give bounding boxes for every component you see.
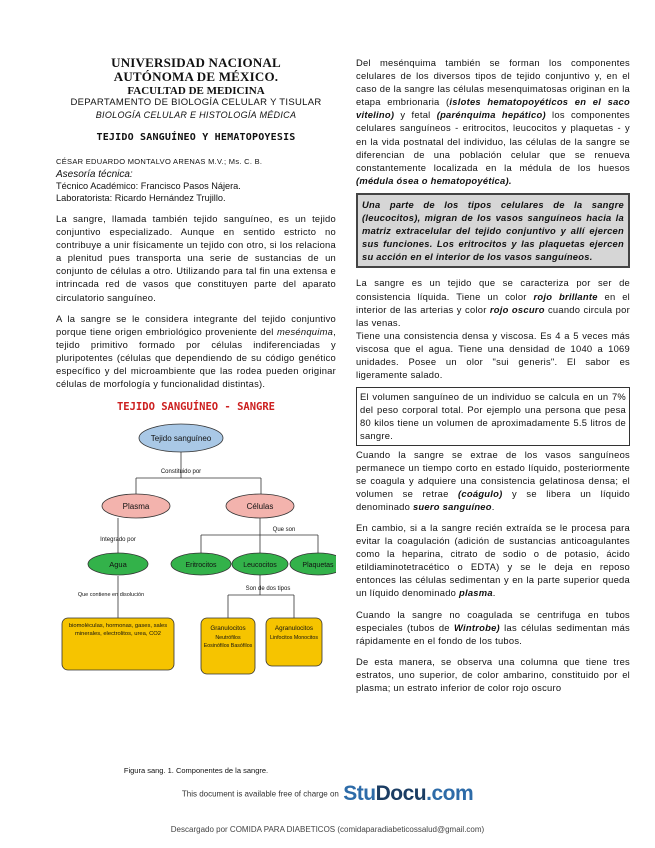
advisory-heading: Asesoría técnica: [56,169,133,180]
node-leukocytes-label: Leucocitos [243,562,277,570]
label-integrated-by: Integrado por [100,537,136,544]
label-contains: Que contiene en disolución [77,592,145,599]
paragraph-mesenquima: Del mesénquima también se forman los componentes celulares de los diversos tipos de tejido conjuntivo y, en el caso de la sangre las células mesenquimatosas originan en la etapa embrionaria (islotes hematopoyéticos en el saco vitelino) y fetal (parénquima hepático) los componentes celulares sanguíneos - eritrocitos, leucocitos y plaquetas - y en la vida postnatal del individuo, las células de la sangre se diferencian de una población celular que se renueva constantemente localizada en la médula de los huesos (médula ósea o hematopoyética). [356,57,630,186]
paragraph-consistency: La sangre es un tejido que se caracteriza por ser de consistencia líquida. Tiene un color rojo brillante en el interior de las arterias y color rojo oscuro cuando circula por las venas. [356,277,630,328]
node-agranulocytes-types: Linfocitos Monocitos [270,635,318,642]
paragraph-viscosity: Tiene una consistencia densa y viscosa. Es 4 a 5 veces más viscosa que el agua. Tiene una densidad de 1040 a 1069 unidades. Posee un olor "sui generis". El sabor es ligeramente salado. [356,329,630,381]
advisor-1: Técnico Académico: Francisco Pasos Nájera. [56,181,241,191]
paragraph-intro: La sangre, llamada también tejido sanguíneo, es un tejido conjuntivo especializado. Aunque en sentido estricto no contribuye a unir físicamente un tejido con otro, si los relaciona a plenitud pues transporta una serie de sustancias de un conjunto de células a otro. Utilizando para tal fin una extensa e intrincada red de vasos que constituyen parte del aparato circulatorio sanguíneo. [56,213,336,303]
university-name-line1: UNIVERSIDAD NACIONAL [111,55,281,70]
connector-lines [118,451,318,618]
figure-caption: Figura sang. 1. Componentes de la sangre. [123,766,269,775]
label-constituted-by: Constituido por [160,469,202,476]
node-water-label: Agua [109,560,127,570]
node-solutes-label: biomoléculas, hormonas, gases, sales minerales, electrolitos, urea, CO2 [68,623,168,638]
shaded-note-leukocytes: Una parte de los tipos celulares de la sangre (leucocitos), migran de los vasos sanguíneos hacia la matriz extracelular del tejido conjuntivo y allí ejercen sus funciones. Los eritrocitos y las plaquetas ejercen su acción en el interior de los vasos sanguíneos. [356,193,630,268]
footer-available-text: This document is available free of charge on [181,789,339,799]
paragraph-origin: A la sangre se le considera integrante del tejido conjuntivo porque tiene origen embriológico proveniente del mesénquima, tejido primitivo formado por células indiferenciadas y pluripotentes (células que dependiendo de su código genético específico y del microambiente que las rodea pueden originar células de morfología y funcionalidad distintas). [56,312,336,390]
studocu-footer [0,782,655,806]
node-platelets-label: Plaquetas [302,562,334,570]
boxed-note-volume: El volumen sanguíneo de un individuo se calcula en un 7% del peso corporal total. Por ejemplo una persona que pesa 80 kilos tiene un volumen de aproximadamente 5.5 litros de sangre. [356,387,630,445]
paragraph-anticoagulant: En cambio, si a la sangre recién extraída se le procesa para evitar la coagulación (adición de sustancias anticoagulantes como la heparina, citrato de sodio o de potasio, ácido etildiaminotetracético o EDTA) y se le deja en reposo entonces las células sedimentan y en la parte superior queda un líquido denominado plasma. [356,522,630,599]
paragraph-centrifuge: Cuando la sangre no coagulada se centrifuga en tubos especiales (tubos de Wintrobe) las células sedimentan más rápidamente en el fondo de los tubos. [356,608,630,646]
author-line: CÉSAR EDUARDO MONTALVO ARENAS M.V.; Ms. C. B. [56,157,263,166]
download-attribution: Descargado por COMIDA PARA DIABETICOS (comidaparadiabeticossalud@gmail.com) [170,825,485,834]
figure-title: TEJIDO SANGUÍNEO - SANGRE [116,401,276,414]
node-plasma-label: Plasma [122,502,150,512]
node-cells-label: Células [246,502,274,512]
studocu-logo[interactable]: StuDocu.com [343,782,474,805]
node-granulocytes-label: Granulocitos [210,625,246,633]
left-column [56,56,336,708]
label-two-types: Son de dos tipos [245,586,291,593]
node-granulocytes-types: Neutrófilos Eosinófilos Basófilos [203,635,253,650]
node-agranulocytes-label: Agranulocitos [274,625,314,633]
node-erythrocytes-label: Eritrocitos [185,562,217,570]
faculty-name: FACULTAD DE MEDICINA [127,85,265,97]
right-column [356,56,630,694]
term-mesenquima: mesénquima [276,325,334,337]
document-title: TEJIDO SANGUÍNEO Y HEMATOPOYESIS [96,132,296,143]
node-blood-tissue-label: Tejido sanguíneo [150,434,212,444]
course-name: BIOLOGÍA CELULAR E HISTOLOGÍA MÉDICA [95,110,297,120]
concept-map-svg [56,398,336,708]
paragraph-strata: De esta manera, se observa una columna que tiene tres estratos, uno superior, de color ambarino, constituido por el plasma; un estrato inferior de color rojo oscuro [356,655,630,694]
label-which-are: Que son [272,527,296,534]
department-name: DEPARTAMENTO DE BIOLOGÍA CELULAR Y TISULAR [70,97,322,108]
university-name-line2: AUTÓNOMA DE MÉXICO. [113,69,279,84]
paragraph-coagulation: Cuando la sangre se extrae de los vasos sanguíneos permanece un tiempo corto en estado líquido, posteriormente se coagula y adquiere una consistencia gelatinosa densa; el volumen se retrae (coágulo) y se libera un líquido denominado suero sanguíneo. [356,448,630,512]
advisor-2: Laboratorista: Ricardo Hernández Trujillo. [56,193,226,203]
blood-components-figure [56,398,336,708]
